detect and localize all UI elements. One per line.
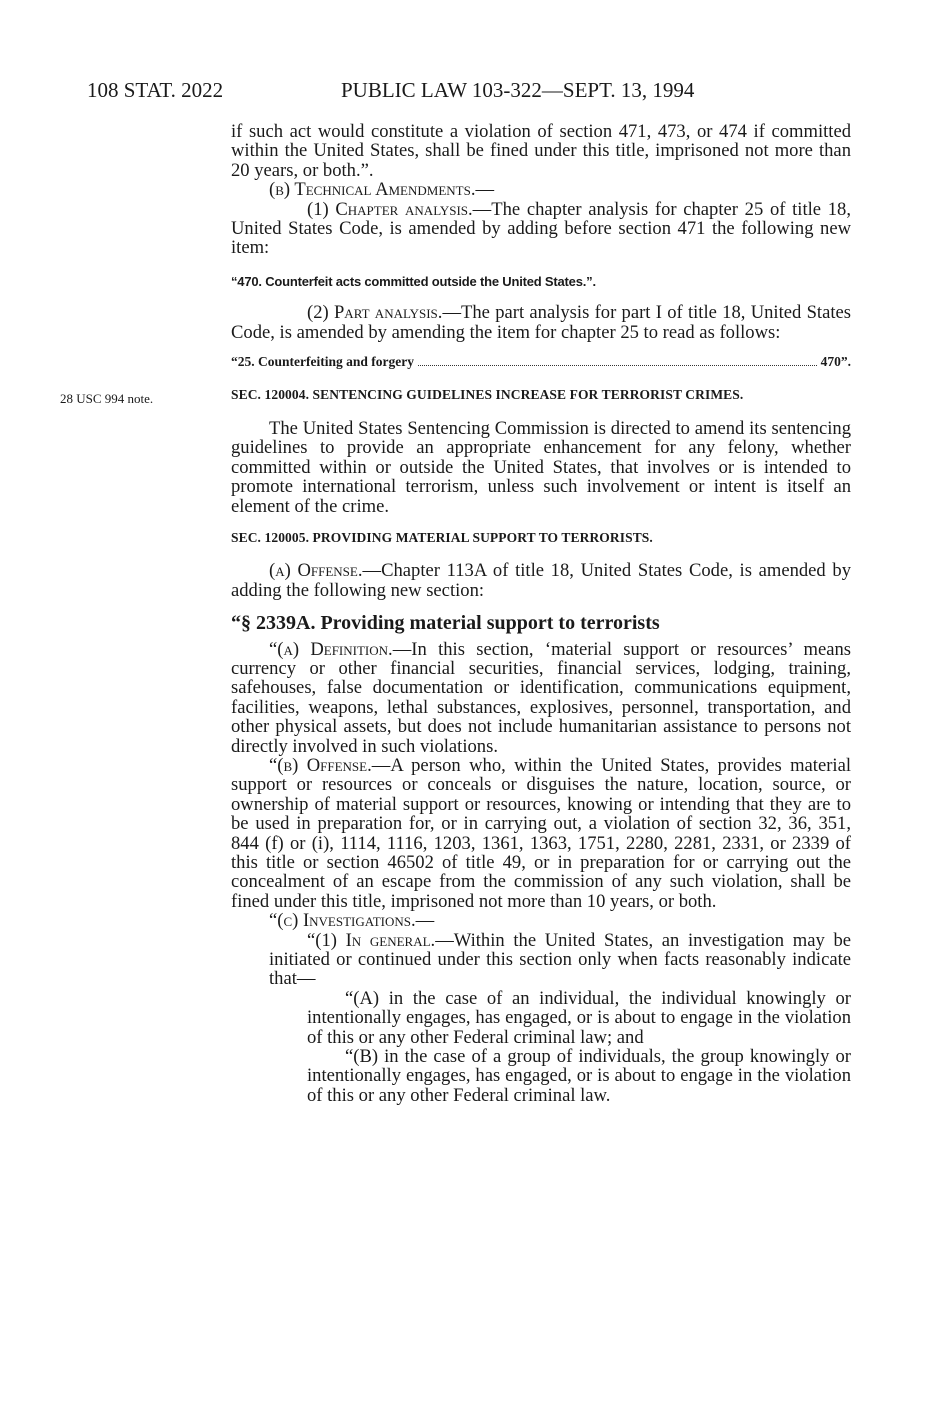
- public-law-title: PUBLIC LAW 103-322—SEPT. 13, 1994: [341, 78, 695, 102]
- inserted-item: “470. Counterfeit acts committed outside the United States.”.: [231, 273, 596, 289]
- margin-note: 28 USC 994 note.: [60, 391, 154, 406]
- paragraph-text: —Within the United States, an investigation may be initiated or continued under this section only when facts reasonably indicate that—: [269, 929, 851, 990]
- item-title: “25. Counterfeiting and forgery: [231, 354, 414, 370]
- paragraph: [231, 303, 851, 342]
- paragraph-text: —Chapter 113A of title 18, United States Code, is amended by adding the following new section:: [231, 560, 851, 601]
- section-heading: SEC. 120004. SENTENCING GUIDELINES INCREASE FOR TERRORIST CRIMES.: [231, 387, 744, 403]
- body-text: [231, 122, 851, 1105]
- paragraph: [231, 200, 851, 258]
- subsection-heading: (1) Chapter analysis.: [307, 198, 473, 220]
- paragraph-text: —The part analysis for part I of title 18, United States Code, is amended by amending the item for chapter 25 to read as follows:: [231, 302, 851, 343]
- paragraph: “(A) in the case of an individual, the individual knowingly or intentionally engages, has engaged, or is about to engage in the violation of this or any other Federal criminal law; and: [307, 987, 851, 1048]
- paragraph-text: —The chapter analysis for chapter 25 of title 18, United States Code, is amended by adding before section 471 the following new item:: [231, 198, 851, 259]
- paragraph: [231, 756, 851, 911]
- paragraph: [231, 561, 851, 600]
- paragraph: [231, 640, 851, 756]
- leader-dots: [418, 365, 817, 366]
- subsection-heading: “(c) Investigations.: [269, 910, 416, 932]
- paragraph-text: —: [475, 179, 495, 201]
- item-number: 470”.: [820, 354, 851, 370]
- subsection-heading: “(b) Offense.: [269, 754, 372, 776]
- paragraph-text: —: [415, 910, 435, 932]
- statute-section-heading: “§ 2339A. Providing material support to terrorists: [231, 612, 660, 635]
- section-heading: SEC. 120005. PROVIDING MATERIAL SUPPORT TO TERRORISTS.: [231, 529, 653, 545]
- paragraph: [231, 180, 851, 199]
- paragraph: if such act would constitute a violation of section 471, 473, or 474 if committed within the United States, shall be fined under this title, imprisoned not more than 20 years, or both.”.: [231, 121, 851, 181]
- paragraph-text: —A person who, within the United States, provides material support or resources or conceals or disguises the nature, location, source, or ownership of material support or resources, knowing or intending that they are to be used in preparation for, or in carrying out, a violation of section 32, 36, 351, 844 (f) or (i), 1114, 1116, 1203, 1361, 1363, 1751, 2280, 2281, 2331, or 2339 of this title or section 46502 of title 49, or in preparation for or carrying out the concealment of an escape from the commission of any such violation, shall be fined under this title, imprisoned not more than 10 years, or both.: [231, 754, 851, 912]
- paragraph: “(B) in the case of a group of individuals, the group knowingly or intentionally engages, has engaged, or is about to engage in the violation of this or any other Federal criminal law.: [307, 1046, 851, 1106]
- subsection-heading: “(a) Definition.: [269, 638, 393, 660]
- subsection-heading: (a) Offense.: [269, 560, 363, 582]
- page-number: 108 STAT. 2022: [87, 78, 224, 102]
- subsection-heading: (2) Part analysis.: [307, 302, 443, 324]
- inserted-item: [231, 352, 851, 371]
- paragraph: [231, 931, 851, 989]
- subsection-heading: “(1) In general.: [307, 929, 436, 951]
- paragraph-text: —In this section, ‘material support or resources’ means currency or other financial securities, financial services, lodging, training, safehouses, false documentation or identification, communications equipment, facilities, weapons, lethal substances, explosives, personnel, transportation, and other physical assets, but does not include humanitarian assistance to persons not directly involved in such violations.: [231, 638, 852, 757]
- page-header: [87, 78, 847, 108]
- paragraph: The United States Sentencing Commission is directed to amend its sentencing guidelines to provide an appropriate enhancement for any felony, whether committed within or outside the United States, that involves or is intended to promote international terrorism, unless such involvement or intent is itself an element of the crime.: [231, 417, 851, 517]
- subsection-heading: (b) Technical Amendments.: [269, 179, 476, 201]
- paragraph: [231, 911, 851, 930]
